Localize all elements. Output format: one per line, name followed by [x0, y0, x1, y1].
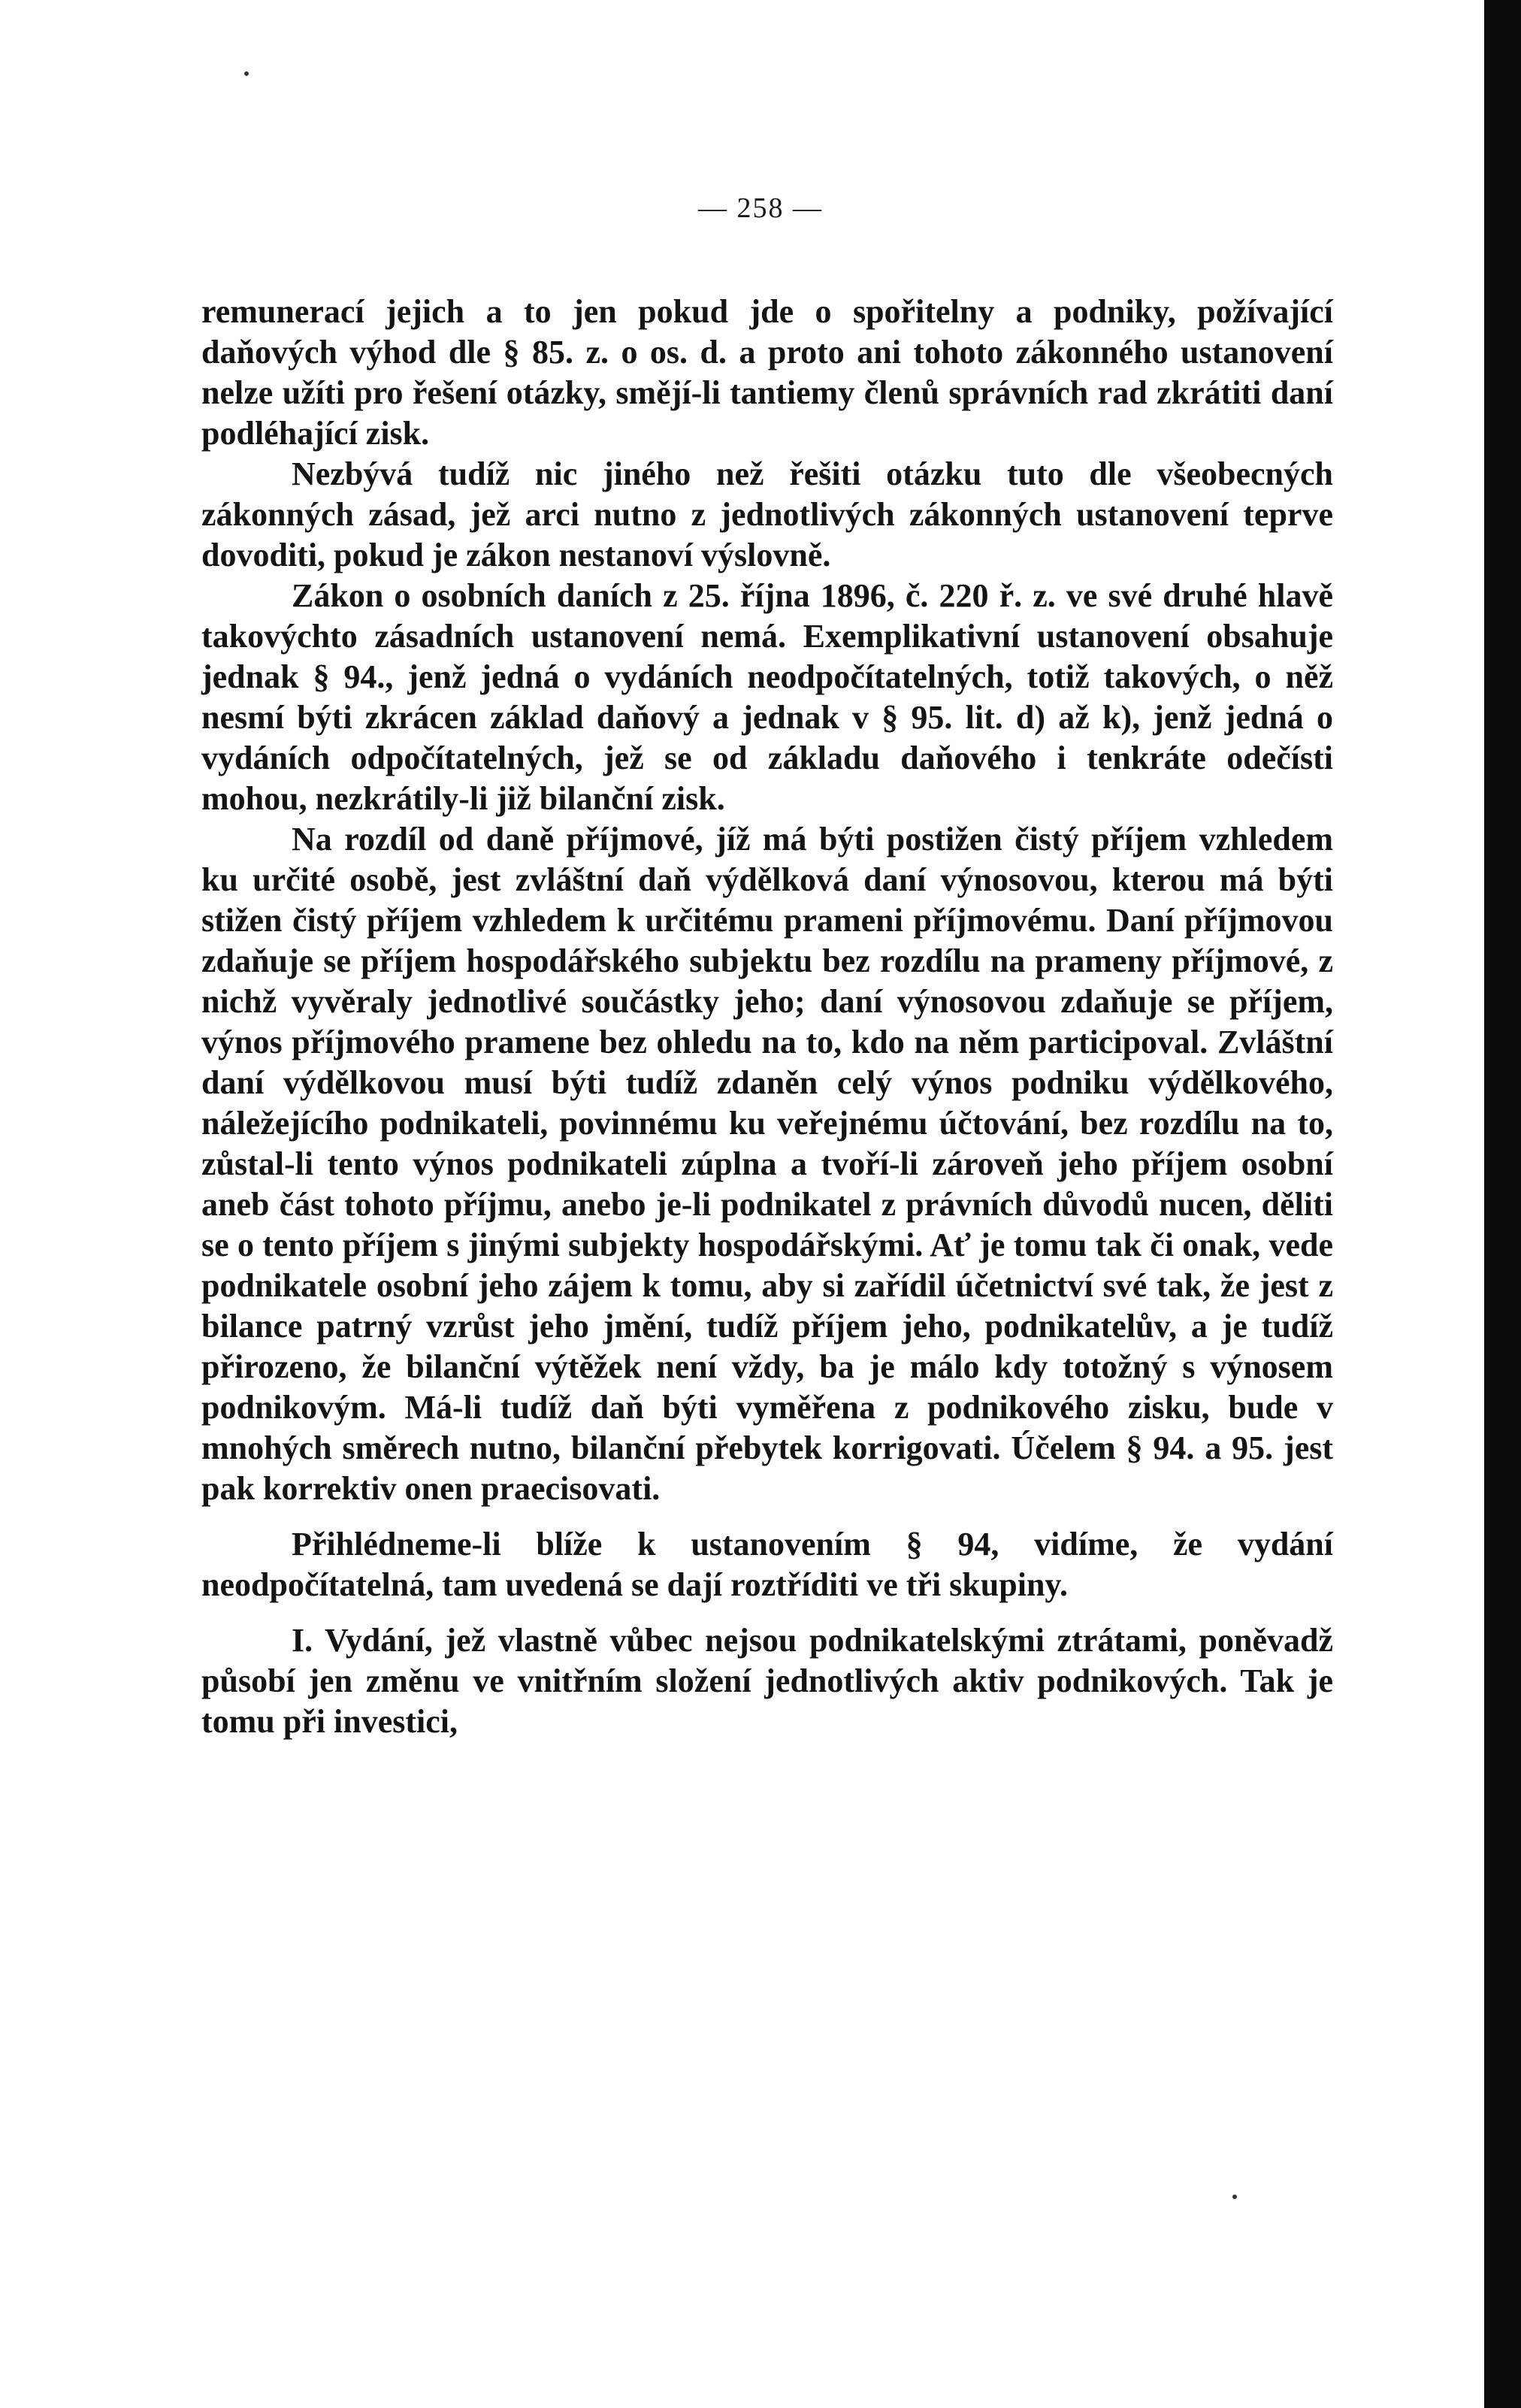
scan-border [1484, 0, 1521, 2408]
scan-speck [1232, 2195, 1237, 2199]
paragraph-1: remunerací jejich a to jen pokud jde o spořitelny a podniky, požívající daňových výhod dle § 85. z. o os. d. a proto ani tohoto zákonného ustanovení nelze užíti pro řešení otázky, smějí-li tantiemy členů správních rad zkrátiti daní podléhající zisk. [201, 293, 1333, 452]
paragraph-6: I. Vydání, jež vlastně vůbec nejsou podnikatelskými ztrátami, poněvadž působí jen změnu ve vnitřním složení jednotlivých aktiv podnikových. Tak je tomu při investici, [201, 1622, 1333, 1740]
page-number: — 258 — [698, 192, 823, 224]
paragraph-5: Přihlédneme-li blíže k ustanovením § 94, vidíme, že vydání neodpočítatelná, tam uvedená se dají roztříditi ve tři skupiny. [201, 1526, 1333, 1603]
body-text [201, 292, 1333, 1742]
paragraph-4: Na rozdíl od daně příjmové, jíž má býti postižen čistý příjem vzhledem ku určité osobě, jest zvláštní daň výdělková daní výnosovou, kterou má býti stižen čistý příjem vzhledem k určitému prameni příjmovému. Daní příjmovou zdaňuje se příjem hospodářského subjektu bez rozdílu na prameny příjmové, z nichž vyvěraly jednotlivé součástky jeho; daní výnosovou zdaňuje se příjem, výnos příjmového pramene bez ohledu na to, kdo na něm participoval. Zvláštní daní výdělkovou musí býti tudíž zdaněn celý výnos podniku výdělkového, náležejícího podnikateli, povinnému ku veřejnému účtování, bez rozdílu na to, zůstal-li tento výnos podnikateli zúplna a tvoří-li zároveň jeho příjem osobní aneb část tohoto příjmu, anebo je-li podnikatel z právních důvodů nucen, děliti se o tento příjem s jinými subjekty hospodářskými. Ať je tomu tak či onak, vede podnikatele osobní jeho zájem k tomu, aby si zařídil účetnictví své tak, že jest z bilance patrný vzrůst jeho jmění, tudíž příjem jeho, podnikatelův, a je tudíž přirozeno, že bilanční výtěžek není vždy, ba je málo kdy totožný s výnosem podnikovým. Má-li tudíž daň býti vyměřena z podnikového zisku, bude v mnohých směrech nutno, bilanční přebytek korrigovati. Účelem § 94. a 95. jest pak korrektiv onen praecisovati. [201, 821, 1333, 1507]
scan-speck [244, 71, 249, 76]
paragraph-3: Zákon o osobních daních z 25. října 1896, č. 220 ř. z. ve své druhé hlavě takovýchto zásadních ustanovení nemá. Exemplikativní ustanovení obsahuje jednak § 94., jenž jedná o vydáních neodpočítatelných, totiž takových, o něž nesmí býti zkrácen základ daňový a jednak v § 95. lit. d) až k), jenž jedná o vydáních odpočítatelných, jež se od základu daňového i tenkráte odečísti mohou, nezkrátily-li již bilanční zisk. [201, 577, 1333, 817]
paragraph-2: Nezbývá tudíž nic jiného než řešiti otázku tuto dle všeobecných zákonných zásad, jež arci nutno z jednotlivých zákonných ustanovení teprve dovoditi, pokud je zákon nestanoví výslovně. [201, 455, 1333, 573]
